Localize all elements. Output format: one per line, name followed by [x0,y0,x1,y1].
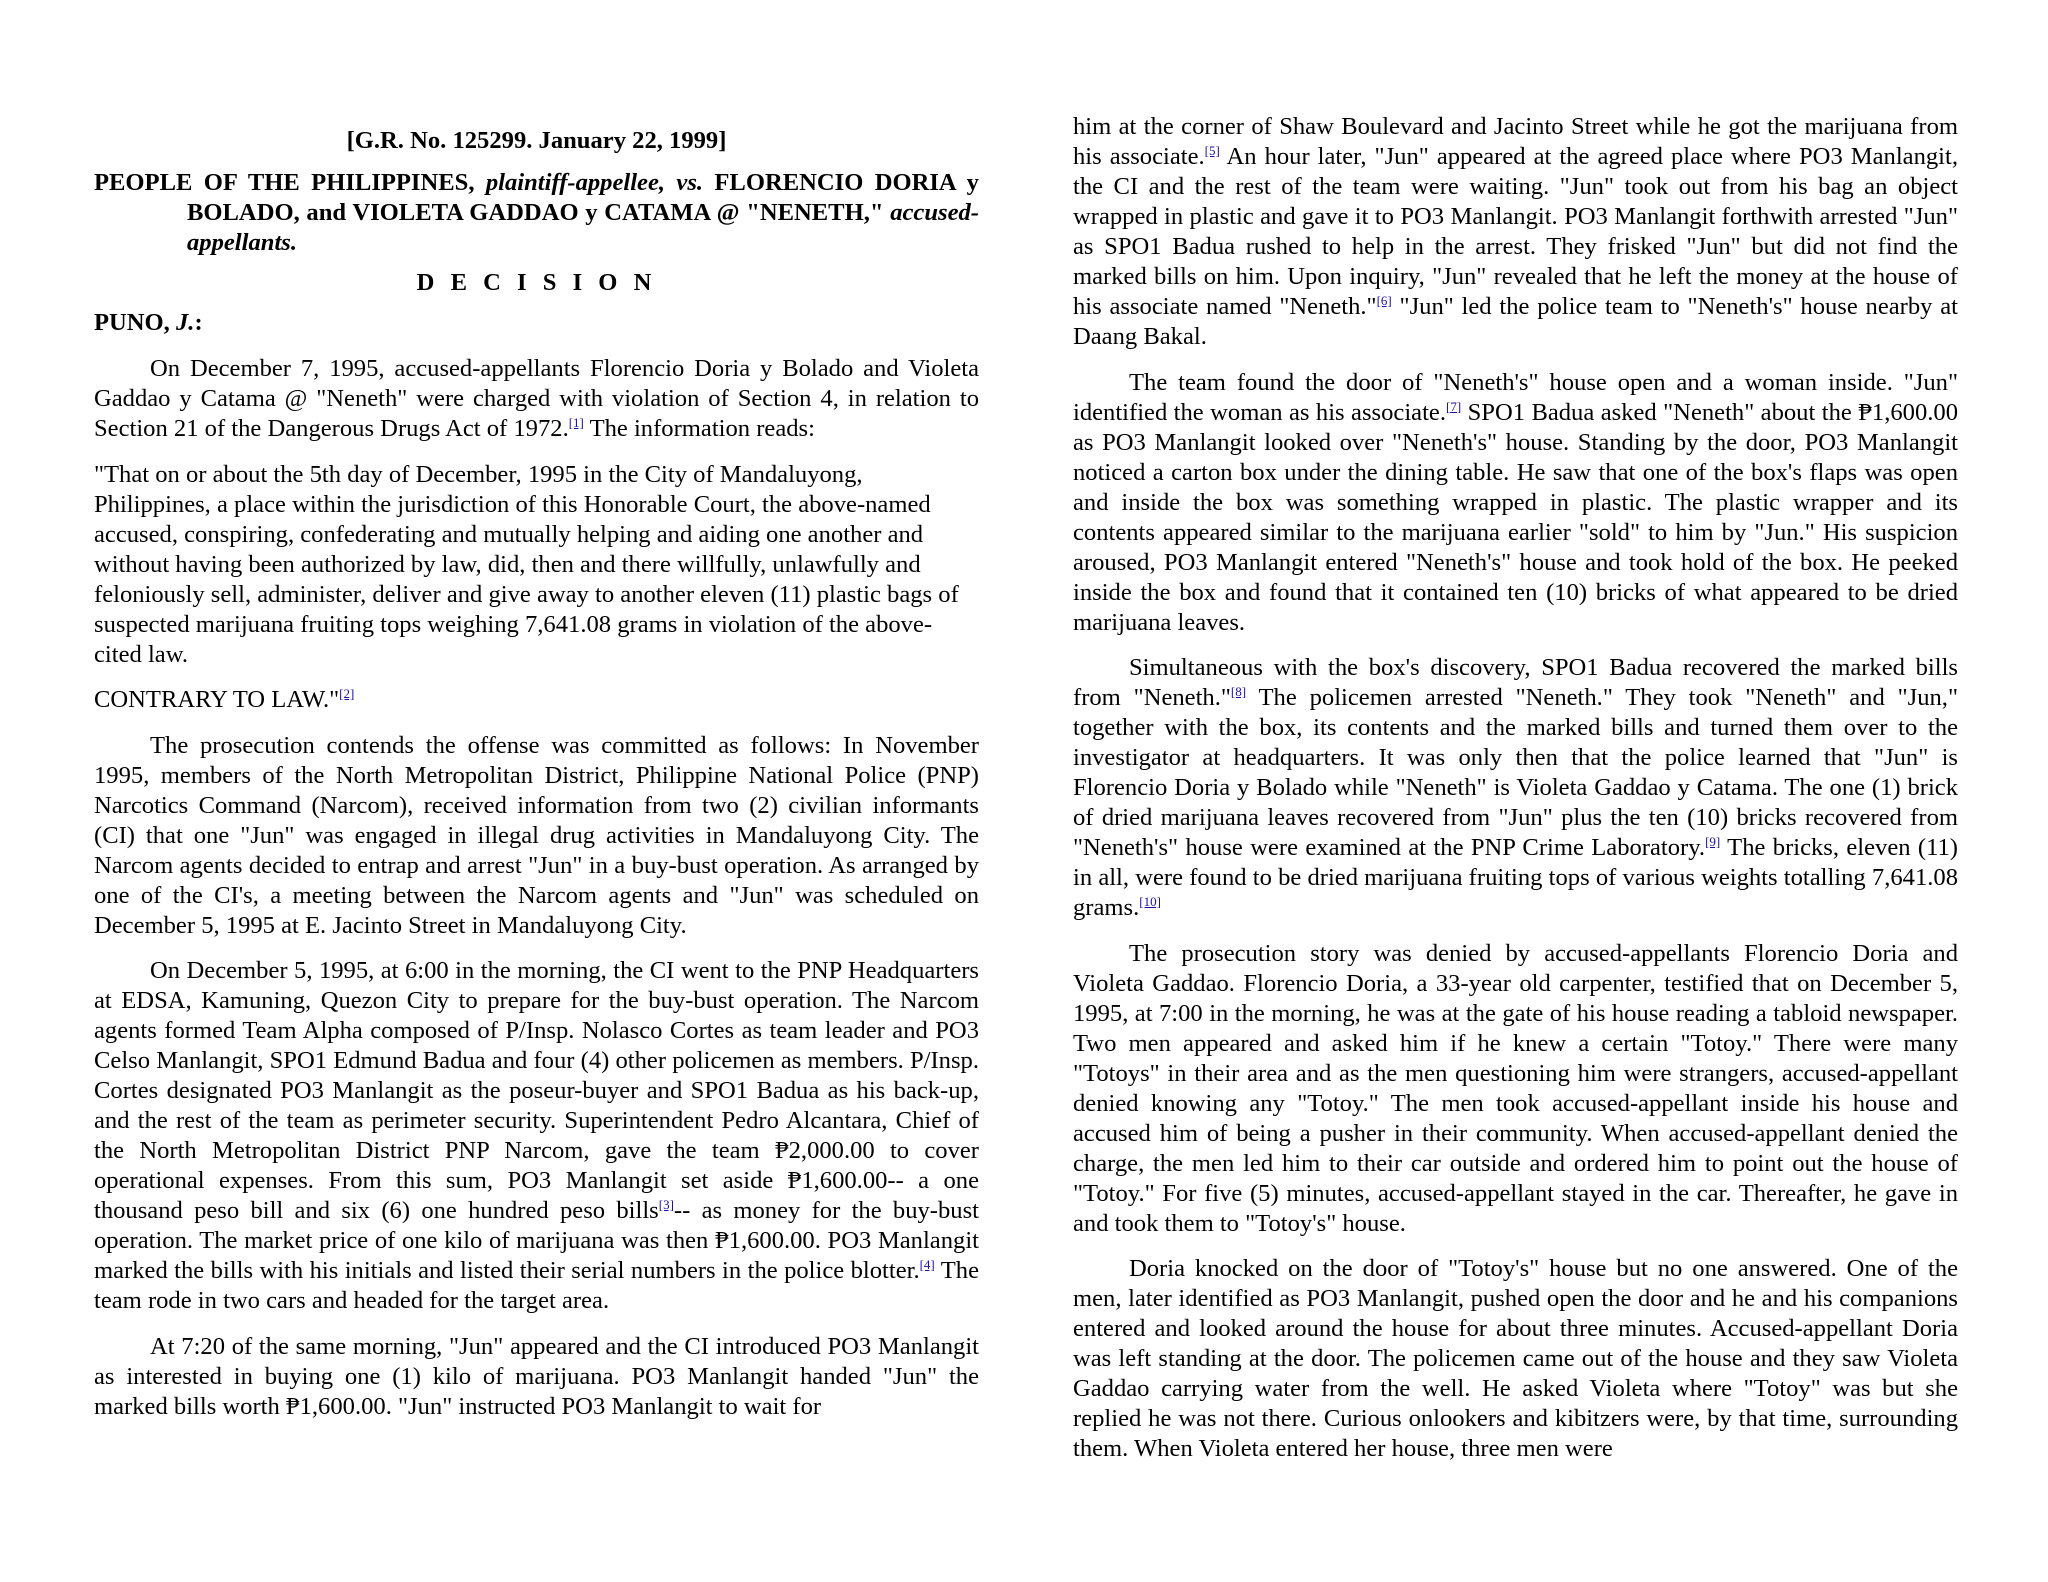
right-column [1073,0,1958,1480]
paragraph-charge [94,354,979,444]
footnote-link[interactable]: [10] [1139,894,1161,909]
paragraph-transaction: At 7:20 of the same morning, "Jun" appeared and the CI introduced PO3 Manlangit as interested in buying one (1) kilo of marijuana. PO3 Manlangit handed "Jun" the marked bills worth ₱1,600.00. "Jun" instructed PO3 Manlangit to wait for [94,1332,979,1420]
footnote-4[interactable] [920,1257,935,1272]
paragraph-text: SPO1 Badua asked "Neneth" about the ₱1,600.00 as PO3 Manlangit looked over "Neneth's" house. Standing by the door, PO3 Manlangit noticed a carton box under the dining table. He saw that one of the box's flaps was open and inside the box was something wrapped in plastic. The plastic wrapper and its contents appeared similar to the marijuana earlier "sold" to him by "Jun." His suspicion aroused, PO3 Manlangit entered "Neneth's" house and took hold of the box. He peeked inside the box and found that it contained ten (10) bricks of what appeared to be dried marijuana leaves. [1073,398,1958,636]
plaintiff-role: plaintiff-appellee [485,169,659,196]
paragraph-recovery [1073,653,1958,923]
footnote-8[interactable] [1231,684,1246,699]
paragraph-text: -- as money for the buy-bust operation. The market price of one kilo of marijuana was then ₱1,600.00. PO3 Manlangit marked the bills with his initials and listed their serial numbers in the police blotter. [94,1197,979,1284]
paragraph-text: "Jun" led the police team to "Neneth's" house nearby at Daang Bakal. [1073,293,1958,350]
footnote-7[interactable] [1446,399,1461,414]
paragraph-text: The information reads: [583,415,815,442]
paragraph-text: An hour later, "Jun" appeared at the agreed place where PO3 Manlangit, the CI and the rest of the team were waiting. "Jun" took out from his bag an object wrapped in plastic and gave it to PO3 Manlangit. PO3 Manlangit forthwith arrested "Jun" as SPO1 Badua rushed to help in the arrest. They frisked "Jun" but did not find the marked bills on him. Upon inquiry, "Jun" revealed that he left the money at the house of his associate named "Neneth." [1073,143,1958,320]
paragraph-neneth-house [1073,368,1958,638]
ponente-name: PUNO, [94,309,176,336]
footnote-6[interactable] [1377,293,1392,308]
paragraph-text: CONTRARY TO LAW." [94,686,340,713]
plaintiff-name: PEOPLE OF THE PHILIPPINES, [94,169,486,196]
paragraph-text: The policemen arrested "Neneth." They took "Neneth" and "Jun," together with the box, its contents and the marked bills and turned them over to the investigator at headquarters. It was only then that the police learned that "Jun" is Florencio Doria y Bolado while "Neneth" is Violeta Gaddao y Catama. The one (1) brick of dried marijuana leaves recovered from "Jun" plus the ten (10) bricks recovered from "Neneth's" house were examined at the PNP Crime Laboratory. [1073,684,1958,861]
ponente-title: J. [175,309,195,336]
accused-names: FLORENCIO DORIA y BOLADO, and VIOLETA GADDAO y CATAMA @ "NENETH," [187,169,979,226]
paragraph-buy-bust-prep [94,956,979,1316]
information-quote: "That on or about the 5th day of December, 1995 in the City of Mandaluyong, Philippines, a place within the jurisdiction of this Honorable Court, the above-named accused, conspiring, confederating and mutually helping and aiding one another and without having been authorized by law, did, then and there willfully, unlawfully and feloniously sell, administer, deliver and give away to another eleven (11) plastic bags of suspected marijuana fruiting tops weighing 7,641.08 grams in violation of the above-cited law. [94,460,959,668]
case-number: [G.R. No. 125299. January 22, 1999] [346,127,727,154]
footnote-9[interactable] [1705,834,1720,849]
footnote-1[interactable] [569,415,584,430]
footnote-link[interactable]: [4] [919,1257,935,1272]
paragraph-defense-doria: The prosecution story was denied by accused-appellants Florencio Doria and Violeta Gaddao. Florencio Doria, a 33-year old carpenter, testified that on December 5, 1995, at 7:00 in the morning, he was at the gate of his house reading a tabloid newspaper. Two men appeared and asked him if he knew a certain "Totoy." There were many "Totoys" in their area and as the men questioning him were strangers, accused-appellant denied knowing any "Totoy." The men took accused-appellant inside his house and accused him of being a pusher in their community. When accused-appellant denied the charge, the men led him to their car outside and ordered him to point out the house of "Totoy." For five (5) minutes, accused-appellant stayed in the car. Thereafter, he gave in and took them to "Totoy's" house. [1073,939,1958,1237]
footnote-link[interactable]: [6] [1376,293,1392,308]
footnote-link[interactable]: [3] [658,1197,674,1212]
footnote-link[interactable]: [2] [339,686,355,701]
versus: , vs. [658,169,715,196]
paragraph-text: The team rode in two cars and headed for the target area. [94,1257,979,1314]
paragraph-text: Simultaneous with the box's discovery, SPO1 Badua recovered the marked bills from "Neneth." [1073,654,1958,711]
accused-role: accused-appellants. [187,199,979,256]
footnote-5[interactable] [1205,143,1220,158]
paragraph-arrest-jun [1073,112,1958,352]
paragraph-text: On December 5, 1995, at 6:00 in the morning, the CI went to the PNP Headquarters at EDSA, Kamuning, Quezon City to prepare for the buy-bust operation. The Narcom agents formed Team Alpha composed of P/Insp. Nolasco Cortes as team leader and PO3 Celso Manlangit, SPO1 Edmund Badua and four (4) other policemen as members. P/Insp. Cortes designated PO3 Manlangit as the poseur-buyer and SPO1 Badua as his back-up, and the rest of the team as perimeter security. Superintendent Pedro Alcantara, Chief of the North Metropolitan District PNP Narcom, gave the team ₱2,000.00 to cover operational expenses. From this sum, PO3 Manlangit set aside ₱1,600.00-- a one thousand peso bill and six (6) one hundred peso bills [94,957,979,1224]
paragraph-text: On December 7, 1995, accused-appellants Florencio Doria y Bolado and Violeta Gaddao y Catama @ "Neneth" were charged with violation of Section 4, in relation to Section 21 of the Dangerous Drugs Act of 1972. [94,355,979,442]
footnote-3[interactable] [659,1197,674,1212]
footnote-link[interactable]: [8] [1230,684,1247,699]
left-column [94,0,979,1437]
footnote-link[interactable]: [7] [1445,398,1462,414]
paragraph-text: him at the corner of Shaw Boulevard and Jacinto Street while he got the marijuana from his associate. [1073,113,1958,170]
footnote-2[interactable] [339,686,354,701]
paragraph-text: The bricks, eleven (11) in all, were found to be dried marijuana fruiting tops of various weights totalling 7,641.08 grams. [1073,834,1958,921]
paragraph-totoy-house: Doria knocked on the door of "Totoy's" house but no one answered. One of the men, later identified as PO3 Manlangit, pushed open the door and he and his companions entered and looked around the house for about three minutes. Accused-appellant Doria was left standing at the door. The policemen came out of the house and they saw Violeta Gaddao carrying water from the well. He asked Violeta where "Totoy" was but she replied he was not there. Curious onlookers and kibitzers were, by that time, surrounding them. When Violeta entered her house, three men were [1073,1255,1958,1462]
paragraph-text: The team found the door of "Neneth's" house open and a woman inside. "Jun" identified the woman as his associate. [1073,368,1958,426]
paragraph-prosecution: The prosecution contends the offense was committed as follows: In November 1995, members of the North Metropolitan District, Philippine National Police (PNP) Narcotics Command (Narcom), received information from two (2) civilian informants (CI) that one "Jun" was engaged in illegal drug activities in Mandaluyong City. The Narcom agents decided to entrap and arrest "Jun" in a buy-bust operation. As arranged by one of the CI's, a meeting between the Narcom agents and "Jun" was scheduled on December 5, 1995 at E. Jacinto Street in Mandaluyong City. [94,731,979,939]
contrary-to-law [94,685,979,715]
case-parties [94,168,979,258]
ponente [94,308,979,338]
footnote-link[interactable]: [1] [568,415,584,430]
footnote-link[interactable]: [5] [1204,143,1220,158]
decision-title: D E C I S I O N [416,269,657,296]
footnote-10[interactable] [1139,894,1161,909]
footnote-link[interactable]: [9] [1705,834,1721,849]
ponente-colon: : [194,309,203,336]
